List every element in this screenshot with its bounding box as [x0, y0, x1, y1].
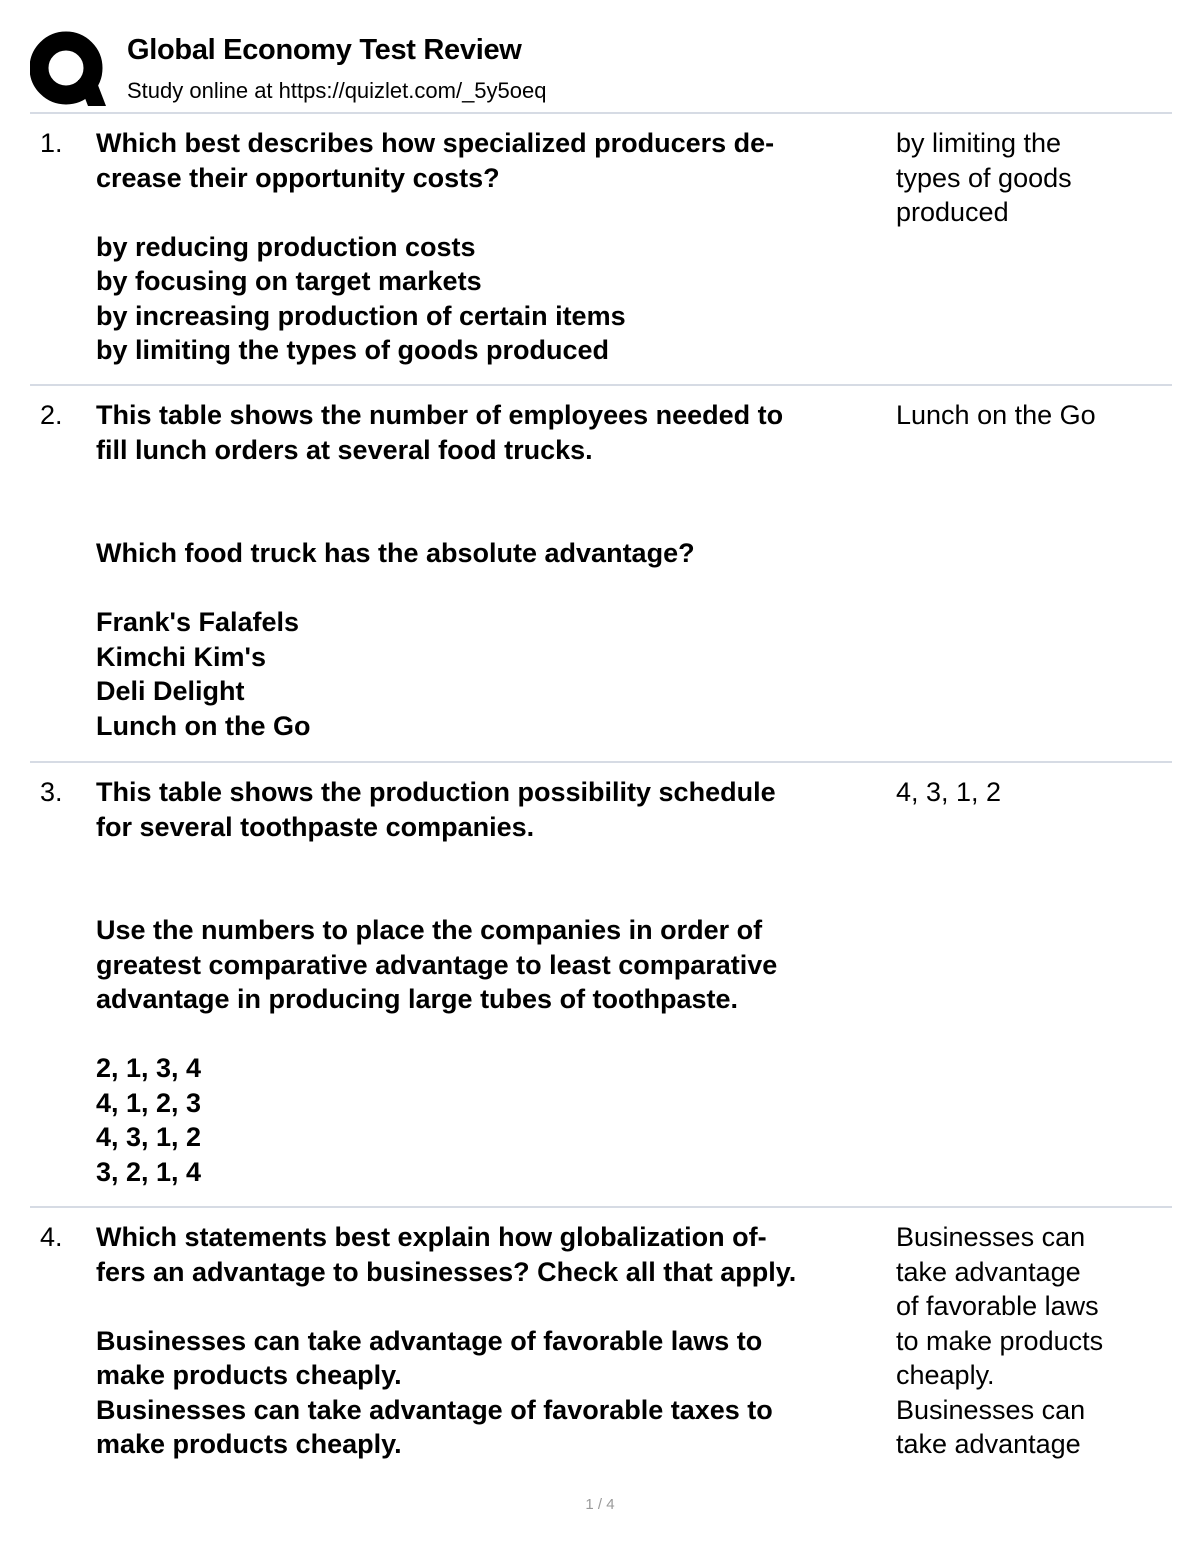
card-option: 4, 3, 1, 2	[96, 1122, 202, 1152]
card-option: make products cheaply.	[96, 1360, 402, 1390]
header-divider	[30, 112, 1172, 114]
card-option: Businesses can take advantage of favorable laws to	[96, 1325, 763, 1356]
card-option: Businesses can take advantage of favorable taxes to	[96, 1394, 773, 1425]
card-answer: Lunch on the Go	[896, 400, 1096, 430]
card-option: make products cheaply.	[96, 1429, 402, 1459]
card-number: 1.	[40, 128, 63, 158]
card-option: 3, 2, 1, 4	[96, 1156, 202, 1187]
card-option: by increasing production of certain items	[96, 300, 626, 331]
study-link-text: Study online at https://quizlet.com/_5y5oeq	[127, 78, 547, 103]
card-divider	[30, 1206, 1172, 1208]
quizlet-logo-icon	[30, 30, 106, 106]
card-option: Kimchi Kim's	[96, 641, 266, 672]
card-number: 4.	[40, 1222, 63, 1252]
card-divider	[30, 761, 1172, 763]
card-question: Which best describes how specialized producers de- crease their opportunity costs? by reducing production costs by focusing on target markets by increasing production of certain items by limiting the types of goods produced	[96, 126, 896, 368]
page-header	[30, 28, 1172, 112]
page-number: 1 / 4	[585, 1496, 615, 1513]
card-option: 4, 1, 2, 3	[96, 1087, 202, 1118]
card-option: Deli Delight	[96, 676, 245, 706]
card-option: by limiting the types of goods produced	[96, 335, 610, 365]
card-question: This table shows the number of employees needed to fill lunch orders at several food trucks. Which food truck has the absolute advantage? Frank's Falafels Kimchi Kim's Deli Delight Lunch on the Go	[96, 398, 896, 743]
card-divider	[30, 384, 1172, 386]
page-title: Global Economy Test Review	[127, 34, 522, 66]
card-number: 3.	[40, 777, 63, 807]
card-option: by focusing on target markets	[96, 266, 482, 296]
card-question: This table shows the production possibility schedule for several toothpaste companies. Use the numbers to place the companies in order of greatest comparative advantage to least comparative advantage in producing large tubes of toothpaste. 2, 1, 3, 4 4, 1, 2, 3 4, 3, 1, 2 3, 2, 1, 4	[96, 775, 896, 1189]
card-answer: Businesses can take advantage of favorable laws to make products cheaply. Businesses can take advantage	[896, 1222, 1104, 1459]
card-option: 2, 1, 3, 4	[96, 1053, 202, 1083]
card-option: Lunch on the Go	[96, 710, 311, 741]
card-answer: 4, 3, 1, 2	[896, 777, 1002, 807]
card-question: Which statements best explain how globalization of- fers an advantage to businesses? Check all that apply. Businesses can take advantage of favorable laws to make products cheaply. Businesses can take advantage of favorable taxes to make products cheaply.	[96, 1220, 896, 1462]
card-option: Frank's Falafels	[96, 607, 300, 637]
card-number: 2.	[40, 400, 63, 430]
card-option: by reducing production costs	[96, 231, 476, 262]
card-answer: by limiting the types of goods produced	[896, 128, 1072, 227]
